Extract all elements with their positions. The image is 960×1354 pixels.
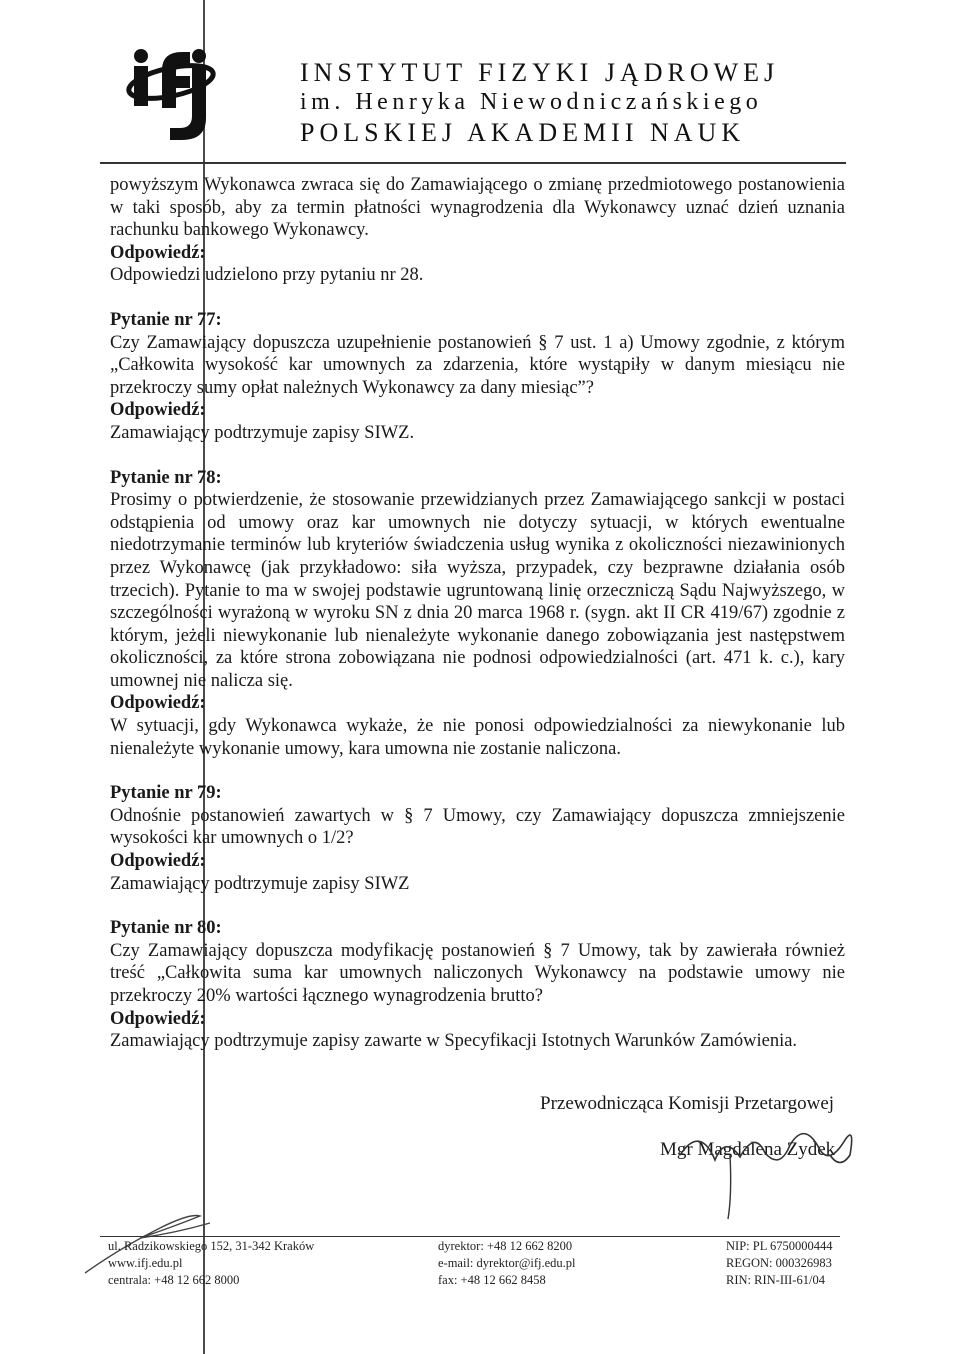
answer-label: Odpowiedź: [110,1008,206,1029]
intro-paragraph: powyższym Wykonawca zwraca się do Zamawiającego o zmianę przedmiotowego postanowienia w taki sposób, aby za termin płatności wynagrodzenia dla Wykonawcy uznać dzień uznania rachunku bankowego Wykonawcy. [110,175,845,241]
footer-director-phone: dyrektor: +48 12 662 8200 [438,1239,573,1253]
answer-label: Odpowiedź: [110,851,206,872]
footer-email: e-mail: dyrektor@ifj.edu.pl [438,1256,576,1270]
answer-text: Zamawiający podtrzymuje zapisy zawarte w Specyfikacji Istotnych Warunków Zamówienia. [110,1031,798,1052]
question-heading: Pytanie nr 78: [110,467,222,488]
footer-address-block [108,1238,314,1289]
institute-academy: POLSKIEJ AKADEMII NAUK [300,118,746,147]
footer-regon: REGON: 000326983 [726,1256,832,1270]
answer-label: Odpowiedź: [110,693,206,714]
footer-switchboard: centrala: +48 12 662 8000 [108,1273,240,1287]
footer-nip: NIP: PL 6750000444 [726,1239,833,1253]
question-heading: Pytanie nr 77: [110,309,222,330]
question-heading: Pytanie nr 80: [110,918,222,939]
answer-text: W sytuacji, gdy Wykonawca wykaże, że nie ponosi odpowiedzialności za niewykonanie lub nienależyte wykonanie umowy, kara umowna nie zostanie naliczona. [110,716,845,759]
question-text: Odnośnie postanowień zawartych w § 7 Umowy, czy Zamawiający dopuszcza zmniejszenie wysokości kar umownych o 1/2? [110,805,845,849]
footer-registry-block [726,1238,833,1289]
footer-address: ul. Radzikowskiego 152, 31-342 Kraków [108,1239,315,1253]
institute-name: INSTYTUT FIZYKI JĄDROWEJ [300,58,780,87]
question-text: Czy Zamawiający dopuszcza uzupełnienie postanowień § 7 ust. 1 a) Umowy zgodnie, z którym „Całkowita wysokość kar umownych za zdarzenia, które wystąpiły w danym miesiącu nie przekroczy sumy opłat należnych Wykonawcy za dany miesiąc”? [110,332,845,398]
institute-patron: im. Henryka Niewodniczańskiego [300,89,763,115]
answer-label: Odpowiedź: [110,242,206,263]
question-text: Czy Zamawiający dopuszcza modyfikację postanowień § 7 Umowy, tak by zawierała również treść „Całkowita suma kar umownych naliczonych Wykonawcy na podstawie umowy nie przekroczy 20% wartości łącznego wynagrodzenia brutto? [110,940,845,1006]
footer-website: www.ifj.edu.pl [108,1256,183,1270]
footer-rin: RIN: RIN-III-61/04 [726,1273,825,1287]
answer-text: Odpowiedzi udzielono przy pytaniu nr 28. [110,265,424,286]
signatory-title: Przewodnicząca Komisji Przetargowej [540,1093,835,1114]
document-body [110,174,845,1053]
signatory-name: Mgr Magdalena Zydek [660,1139,836,1160]
handwritten-signature-icon [670,1115,870,1225]
footer-divider [100,1236,840,1237]
answer-text: Zamawiający podtrzymuje zapisy SIWZ [110,873,410,894]
question-heading: Pytanie nr 79: [110,783,222,804]
footer-fax: fax: +48 12 662 8458 [438,1273,546,1287]
footer-contact-block [438,1238,576,1289]
answer-text: Zamawiający podtrzymuje zapisy SIWZ. [110,422,415,443]
answer-label: Odpowiedź: [110,400,206,421]
ifj-logo-icon [126,46,216,142]
question-text: Prosimy o potwierdzenie, że stosowanie przewidzianych przez Zamawiającego sankcji w postaci odstąpienia od umowy oraz kar umownych nie dotyczy sytuacji, w których ewentualne niedotrzymanie terminów lub kryteriów świadczenia usług wynika z okoliczności niezawinionych przez Wykonawcę (jak przykładowo: siła wyższa, przypadek, czy bezprawne działania osób trzecich). Pytanie to ma w swojej podstawie ugruntowaną linię orzeczniczą Sądu Najwyższego, w szczególności wyrażoną w wyroku SN z dnia 20 marca 1968 r. (sygn. akt II CR 419/67) zgodnie z którym, jeżeli niewykonanie lub nienależyte wykonanie danego zobowiązania jest następstwem okoliczności, za które strona zobowiązana nie podnosi odpowiedzialności (art. 471 k. c.), kary umownej nie nalicza się. [110,490,845,691]
header-divider [100,162,846,164]
